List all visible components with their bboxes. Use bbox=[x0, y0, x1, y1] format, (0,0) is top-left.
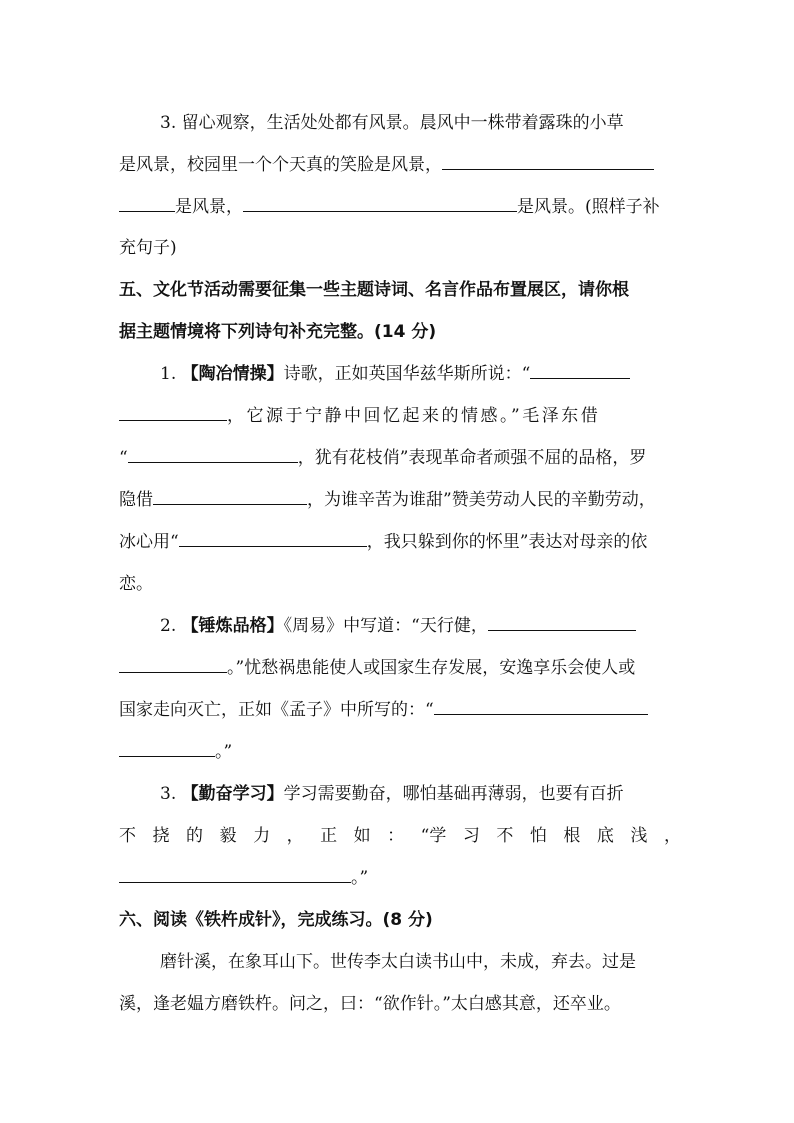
item3-line1 bbox=[160, 779, 624, 804]
answer-blank[interactable] bbox=[243, 194, 517, 212]
item2-tag: 【锤炼品格】 bbox=[181, 616, 284, 636]
q3-line3-text-b: 是风景。(照样子补 bbox=[517, 197, 660, 217]
item3-char: 根 bbox=[563, 826, 581, 846]
item3-text-c: 。” bbox=[351, 868, 369, 888]
answer-blank[interactable] bbox=[442, 152, 654, 170]
item3-tag: 【勤奋学习】 bbox=[181, 784, 284, 804]
item2-text-d: 。” bbox=[215, 742, 233, 762]
item3-char: 如 bbox=[353, 826, 371, 846]
answer-blank[interactable] bbox=[119, 403, 227, 421]
passage-line2: 溪，逢老媪方磨铁杵。问之，曰：“欲作针。”太白感其意，还卒业。 bbox=[119, 994, 621, 1014]
answer-blank[interactable] bbox=[530, 361, 630, 379]
answer-blank[interactable] bbox=[153, 487, 307, 505]
item2-line3 bbox=[119, 695, 648, 720]
item1-text-c1: “ bbox=[119, 448, 128, 468]
answer-blank[interactable] bbox=[488, 613, 636, 631]
item1-text-c2: ，犹有花枝俏”表现革命者顽强不屈的品格，罗 bbox=[297, 448, 647, 468]
q3-line3-text-a: 是风景， bbox=[175, 197, 243, 217]
item1-line6: 恋。 bbox=[119, 574, 153, 594]
item1-text-a: 诗歌，正如英国华兹华斯所说：“ bbox=[283, 364, 531, 384]
item1-tag: 【陶冶情操】 bbox=[181, 364, 284, 384]
item3-char: ， bbox=[663, 826, 681, 846]
item1-text-d1: 隐借 bbox=[119, 490, 153, 510]
item2-line1 bbox=[160, 611, 636, 636]
q3-line2 bbox=[119, 150, 654, 175]
item2-text-b: 。”忧愁祸患能使人或国家生存发展，安逸享乐会使人或 bbox=[227, 658, 636, 678]
item3-char: 怕 bbox=[529, 826, 547, 846]
item2-line4 bbox=[119, 737, 232, 762]
item2-text-c: 国家走向灭亡，正如《孟子》中所写的：“ bbox=[119, 700, 434, 720]
item1-number: 1. bbox=[160, 364, 177, 384]
item1-text-e2: ，我只躲到你的怀里”表达对母亲的依 bbox=[366, 532, 648, 552]
item3-char: 浅 bbox=[630, 826, 648, 846]
item3-line3 bbox=[119, 863, 368, 888]
item1-line3 bbox=[119, 443, 646, 468]
answer-blank[interactable] bbox=[179, 529, 367, 547]
item3-char: 毅 bbox=[219, 826, 237, 846]
q3-line1: 3. 留心观察，生活处处都有风景。晨风中一株带着露珠的小草 bbox=[160, 113, 624, 133]
passage-line1: 磨针溪，在象耳山下。世传李太白读书山中，未成，弃去。过是 bbox=[160, 952, 636, 972]
item3-char: 挠 bbox=[152, 826, 170, 846]
item1-line5 bbox=[119, 527, 647, 552]
item1-text-b: ，它源于宁静中回忆起来的情感。”毛泽东借 bbox=[227, 406, 601, 426]
item1-line4 bbox=[119, 485, 656, 510]
item2-number: 2. bbox=[160, 616, 177, 636]
item3-char: 不 bbox=[496, 826, 514, 846]
section6-title: 六、阅读《铁杵成针》，完成练习。(8 分) bbox=[119, 910, 433, 930]
item3-char: 力 bbox=[253, 826, 271, 846]
item2-line2 bbox=[119, 653, 635, 678]
answer-blank[interactable] bbox=[119, 655, 227, 673]
section5-title-line2: 据主题情境将下列诗句补充完整。(14 分) bbox=[119, 322, 437, 342]
item3-text-a: 学习需要勤奋，哪怕基础再薄弱，也要有百折 bbox=[283, 784, 624, 804]
q3-line2-text: 是风景，校园里一个个天真的笑脸是风景， bbox=[119, 155, 442, 175]
item3-number: 3. bbox=[160, 784, 177, 804]
item1-line2 bbox=[119, 401, 600, 426]
item3-char: 的 bbox=[186, 826, 204, 846]
item3-char: 习 bbox=[462, 826, 480, 846]
item3-char: 不 bbox=[119, 826, 136, 846]
item3-char: 正 bbox=[320, 826, 338, 846]
answer-blank[interactable] bbox=[434, 697, 648, 715]
item3-char: ： bbox=[387, 826, 405, 846]
item3-char: “学 bbox=[420, 826, 447, 846]
item1-text-e1: 冰心用“ bbox=[119, 532, 179, 552]
q3-line4: 充句子) bbox=[119, 238, 177, 258]
item1-text-d2: ，为谁辛苦为谁甜”赞美劳动人民的辛勤劳动， bbox=[307, 490, 656, 510]
item2-text-a: 《周易》中写道：“天行健， bbox=[283, 616, 488, 636]
answer-blank[interactable] bbox=[119, 194, 175, 212]
q3-line3 bbox=[119, 192, 660, 217]
answer-blank[interactable] bbox=[119, 865, 351, 883]
answer-blank[interactable] bbox=[119, 739, 215, 757]
item3-char: ， bbox=[286, 826, 304, 846]
item3-line2 bbox=[119, 821, 681, 846]
item3-char: 底 bbox=[596, 826, 614, 846]
item1-line1 bbox=[160, 359, 630, 384]
answer-blank[interactable] bbox=[128, 445, 298, 463]
section5-title-line1: 五、文化节活动需要征集一些主题诗词、名言作品布置展区，请你根 bbox=[119, 280, 629, 300]
